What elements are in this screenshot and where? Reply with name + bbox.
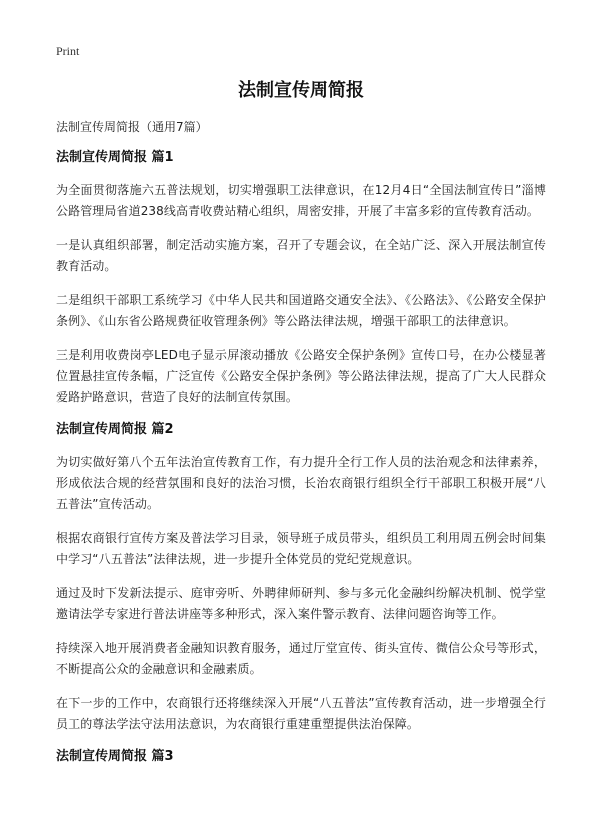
paragraph: 在下一步的工作中，农商银行还将继续深入开展“八五普法”宣传教育活动，进一步增强全行员工的尊法学法守法用法意识，为农商银行重建重塑提供法治保障。 <box>56 696 546 731</box>
print-link[interactable]: Print <box>56 44 80 58</box>
paragraph: 持续深入地开展消费者金融知识教育服务，通过厅堂宣传、街头宣传、微信公众号等形式，不断提高公众的金融意识和金融素质。 <box>56 641 546 676</box>
paragraph: 为全面贯彻落施六五普法规划，切实增强职工法律意识，在12月4日“全国法制宣传日”淄博公路管理局省道238线高青收费站精心组织，周密安排，开展了丰富多彩的宣传教育活动。 <box>56 183 546 218</box>
paragraph: 三是利用收费岗亭LED电子显示屏滚动播放《公路安全保护条例》宣传口号，在办公楼显著位置悬挂宣传条幅，广泛宣传《公路安全保护条例》等公路法律法规，提高了广大人民群众爱路护路意识，营造了良好的法制宣传氛围。 <box>56 348 546 404</box>
paragraph: 一是认真组织部署，制定活动实施方案，召开了专题会议，在全站广泛、深入开展法制宣传教育活动。 <box>56 238 546 273</box>
section-heading-1: 法制宣传周简报 篇1 <box>56 150 174 165</box>
section-heading-3: 法制宣传周简报 篇3 <box>56 749 174 764</box>
page-title: 法制宣传周简报 <box>238 80 364 101</box>
document-subtitle: 法制宣传周简报（通用7篇） <box>56 120 208 134</box>
section-heading-2: 法制宣传周简报 篇2 <box>56 422 174 437</box>
paragraph: 二是组织干部职工系统学习《中华人民共和国道路交通安全法》、《公路法》、《公路安全保护条例》、《山东省公路规费征收管理条例》等公路法律法规，增强干部职工的法律意识。 <box>56 293 546 328</box>
paragraph: 根据农商银行宣传方案及普法学习目录，领导班子成员带头，组织员工利用周五例会时间集中学习“八五普法”法律法规，进一步提升全体党员的党纪党规意识。 <box>56 531 546 566</box>
paragraph: 为切实做好第八个五年法治宣传教育工作，有力提升全行工作人员的法治观念和法律素养，形成依法合规的经营氛围和良好的法治习惯，长治农商银行组织全行干部职工积极开展“八五普法”宣传活动。 <box>56 455 546 511</box>
paragraph: 通过及时下发新法提示、庭审旁听、外聘律师研判、参与多元化金融纠纷解决机制、悦学堂邀请法学专家进行普法讲座等多种形式，深入案件警示教育、法律问题咨询等工作。 <box>56 586 546 621</box>
